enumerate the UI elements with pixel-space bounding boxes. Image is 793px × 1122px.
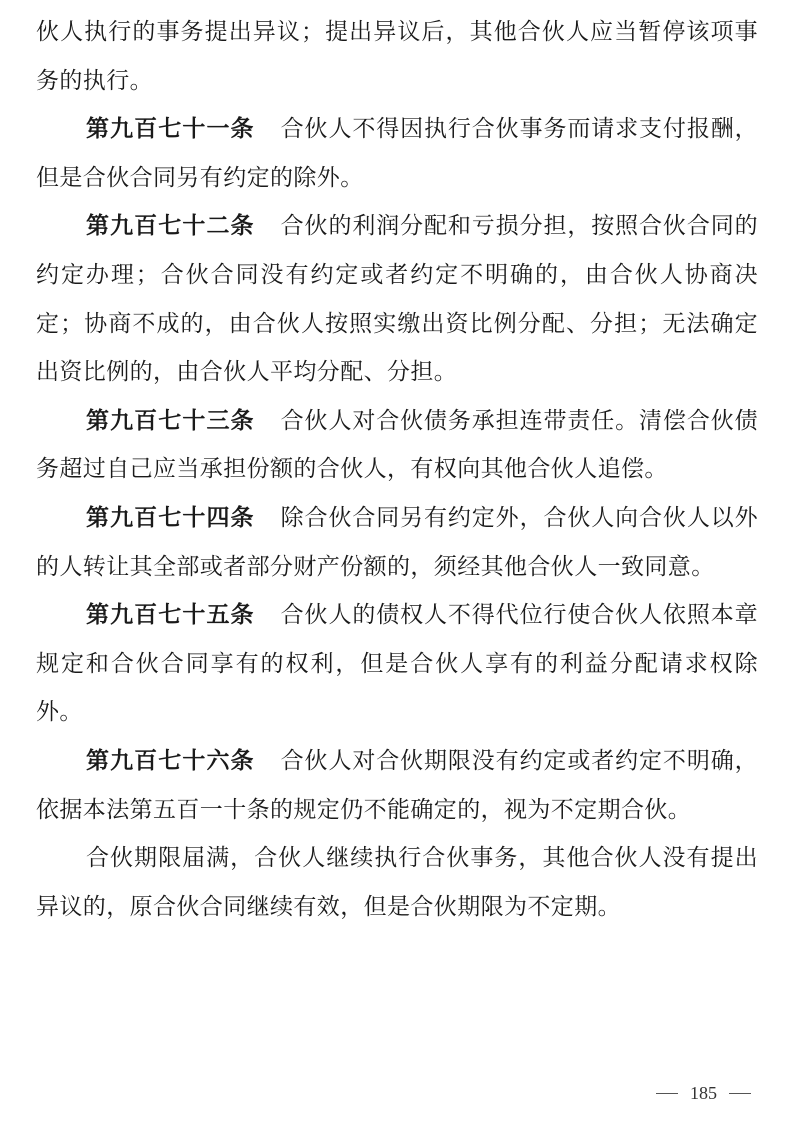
- article-971: [36, 105, 758, 202]
- paragraph-text: 合伙期限届满，合伙人继续执行合伙事务，其他合伙人没有提出异议的，原合伙合同继续有效，但是合伙期限为不定期。: [36, 845, 758, 920]
- article-number: 第九百七十一条: [86, 116, 255, 143]
- article-number: 第九百七十四条: [86, 504, 255, 531]
- article-number: 第九百七十六条: [86, 747, 255, 774]
- continued-paragraph: [36, 8, 758, 105]
- footer-dash-left: [656, 1093, 678, 1094]
- article-976: [36, 737, 758, 834]
- paragraph-text: 伙人执行的事务提出异议；提出异议后，其他合伙人应当暂停该项事务的执行。: [36, 19, 758, 94]
- article-text: 合伙人的债权人不得代位行使合伙人依照本章规定和合伙合同享有的权利，但是合伙人享有的利益分配请求权除外。: [36, 602, 759, 726]
- page-footer: [644, 1083, 763, 1104]
- article-text: 合伙人不得因执行合伙事务而请求支付报酬，但是合伙合同另有约定的除外。: [36, 116, 759, 191]
- article-number: 第九百七十五条: [86, 602, 255, 629]
- article-text: 合伙人对合伙债务承担连带责任。清偿合伙债务超过自己应当承担份额的合伙人，有权向其他合伙人追偿。: [36, 407, 759, 483]
- article-976-paragraph-2: [36, 834, 758, 931]
- article-975: [36, 591, 758, 737]
- article-text: 合伙的利润分配和亏损分担，按照合伙合同的约定办理；合伙合同没有约定或者约定不明确的，由合伙人协商决定；协商不成的，由合伙人按照实缴出资比例分配、分担；无法确定出资比例的，由合伙人平均分配、分担。: [36, 213, 759, 386]
- article-number: 第九百七十二条: [86, 213, 255, 240]
- article-text: 合伙人对合伙期限没有约定或者约定不明确，依据本法第五百一十条的规定仍不能确定的，视为不定期合伙。: [36, 747, 759, 823]
- page-number: 185: [690, 1083, 717, 1103]
- article-973: [36, 397, 758, 494]
- article-number: 第九百七十三条: [86, 407, 255, 434]
- body-text: [36, 8, 758, 931]
- article-972: [36, 202, 758, 396]
- footer-dash-right: [729, 1093, 751, 1094]
- article-974: [36, 494, 758, 591]
- article-text: 除合伙合同另有约定外，合伙人向合伙人以外的人转让其全部或者部分财产份额的，须经其他合伙人一致同意。: [36, 504, 759, 580]
